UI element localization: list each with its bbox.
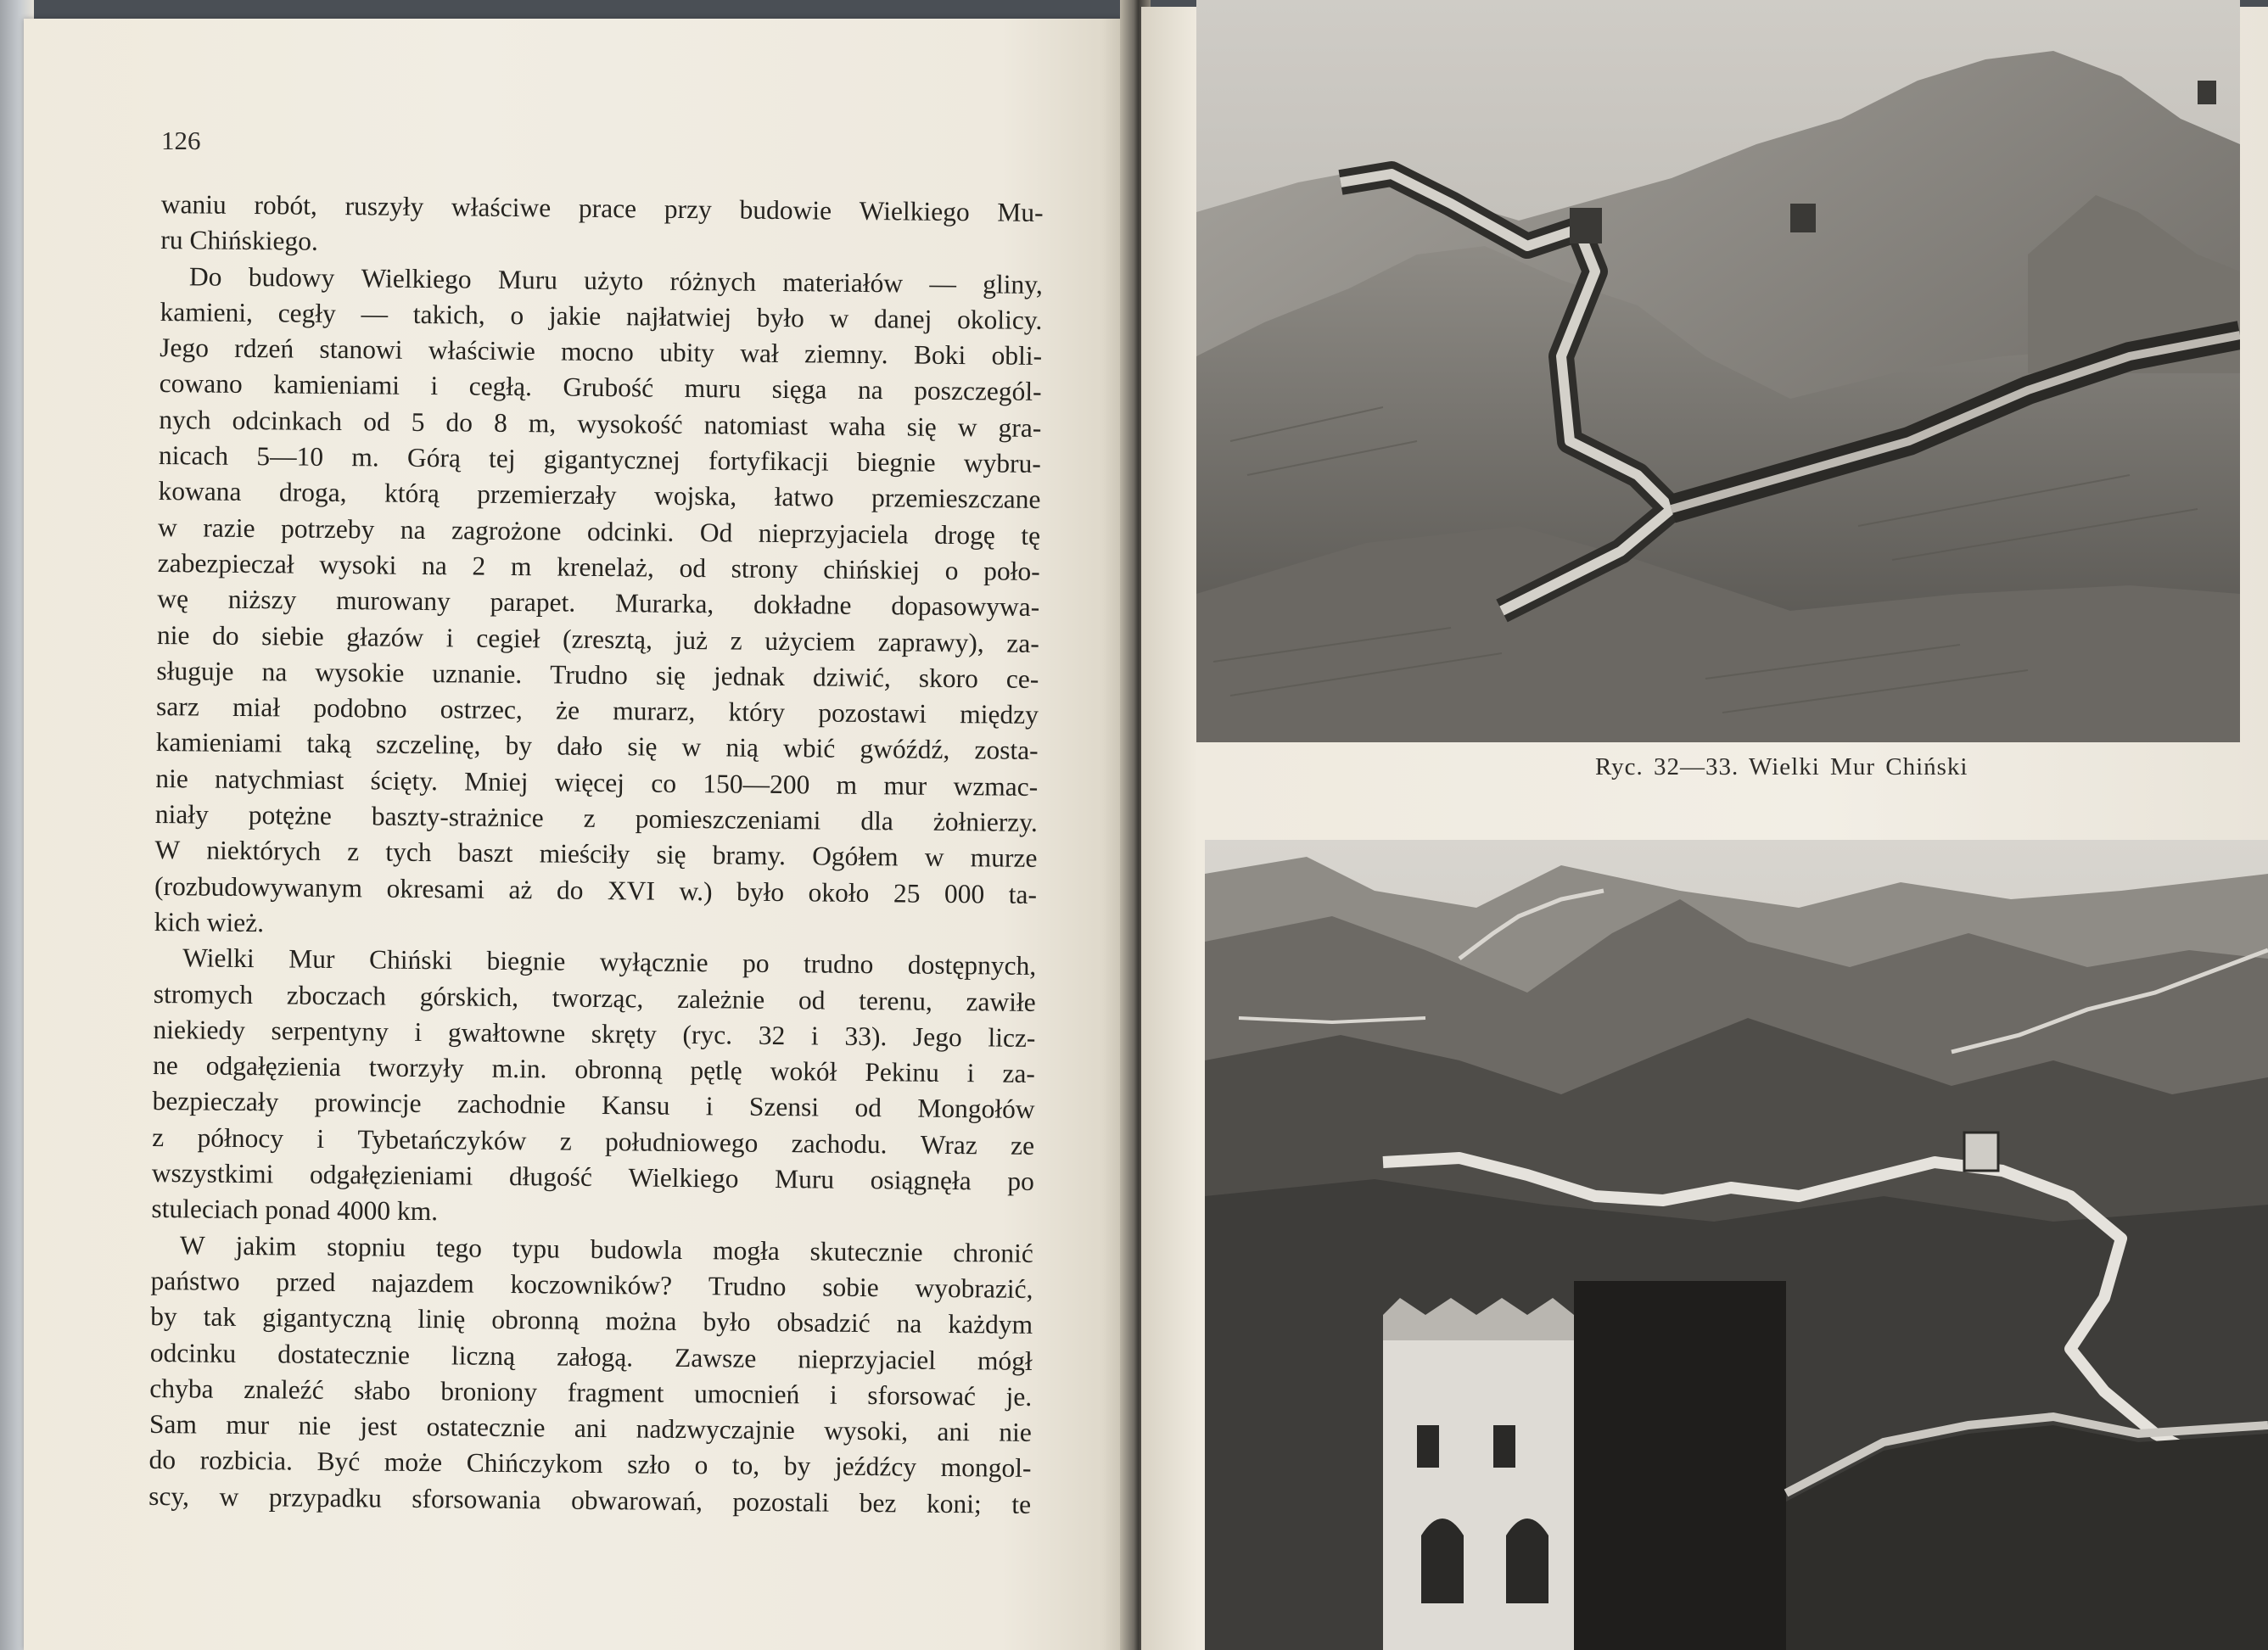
text-line: z północy i Tybetańczyków z południowego zachodu. Wraz ze (152, 1121, 1035, 1161)
text-line: nych odcinkach od 5 do 8 m, wysokość natomiast waha się w gra- (159, 404, 1042, 443)
photo-great-wall-top (1196, 0, 2240, 742)
text-line: ru Chińskiego. (160, 225, 319, 257)
text-line: stuleciach ponad 4000 km. (151, 1194, 439, 1227)
text-line: by tak gigantyczną linię obronną można było obsadzić na każdym (150, 1301, 1033, 1340)
text-line: do rozbicia. Być może Chińczykom szło o to, by jeźdźcy mongol- (148, 1445, 1032, 1484)
text-line: niały potężne baszty-strażnice z pomieszczeniami dla żołnierzy. (154, 799, 1039, 837)
text-line: kowana droga, którą przemierzały wojska, łatwo przemieszczane (158, 476, 1041, 515)
text-line: wę niższy murowany parapet. Murarka, dokładne dopasowywa- (157, 584, 1040, 623)
text-line: W jakim stopniu tego typu budowla mogła skutecznie chronić (179, 1229, 1034, 1268)
text-line: sarz miał podobno ostrzec, że murarz, który pozostawi między (155, 691, 1039, 730)
text-line: Do budowy Wielkiego Muru użyto różnych materiałów — gliny, (188, 260, 1044, 299)
photo-great-wall-bottom (1205, 840, 2268, 1650)
text-line: bezpieczały prowincje zachodnie Kansu i Szensi od Mongołów (152, 1086, 1035, 1125)
text-line: niekiedy serpentyny i gwałtowne skręty (ryc. 32 i 33). Jego licz- (153, 1014, 1036, 1053)
text-line: kamieni, cegły — takich, o jakie najłatwiej było w danej okolicy. (160, 296, 1043, 335)
text-line: W niektórych z tych baszt mieściły się bramy. Ogółem w murze (154, 835, 1038, 874)
text-line: w razie potrzeby na zagrożone odcinki. Od nieprzyjaciela drogę tę (157, 512, 1041, 551)
text-line: odcinku dostatecznie liczną załogą. Zawsze nieprzyjaciel mógł (149, 1337, 1033, 1376)
text-line: nicach 5—10 m. Górą tej gigantycznej fortyfikacji biegnie wybru- (158, 440, 1042, 479)
text-line: ne odgałęzienia tworzyły m.in. obronną pętlę wokół Pekinu i za- (152, 1050, 1036, 1089)
text-line: Wielki Mur Chiński biegnie wyłącznie po trudno dostępnych, (182, 942, 1037, 982)
text-line: nie do siebie głazów i cegieł (zresztą, już z użyciem zaprawy), za- (156, 619, 1039, 658)
text-line: nie natychmiast ścięty. Mniej więcej co 150—200 m mur wzmac- (155, 763, 1039, 802)
text-line: sługuje na wysokie uznanie. Trudno się jednak dziwić, skoro ce- (156, 655, 1039, 694)
text-line: Sam mur nie jest ostatecznie ani nadzwyczajnie wysoki, ani nie (148, 1409, 1033, 1448)
page-number: 126 (161, 126, 201, 155)
text-line: kich wież. (154, 906, 265, 938)
text-line: scy, w przypadku sforsowania obwarowań, pozostali bez koni; te (148, 1480, 1032, 1519)
text-line: kamieniami taką szczelinę, by dało się w nią wbić gwóźdź, zosta- (155, 727, 1039, 766)
body-text (148, 187, 1044, 1523)
text-line: cowano kamieniami i cegłą. Grubość muru sięga na poszczegól- (159, 368, 1042, 407)
text-line: wszystkimi odgałęzieniami długość Wielkiego Muru osiągnęła po (151, 1157, 1034, 1196)
text-line: państwo przed najazdem koczowników? Trudno sobie wyobrazić, (150, 1265, 1033, 1304)
text-line: Jego rdzeń stanowi właściwie mocno ubity wał ziemny. Boki obli- (160, 333, 1043, 372)
text-line: stromych zboczach górskich, tworząc, zależnie od terenu, zawiłe (153, 978, 1036, 1017)
text-line: chyba znaleźć słabo broniony fragment umocnień i sforsować je. (149, 1373, 1033, 1412)
text-line: zabezpieczał wysoki na 2 m krenelaż, od strony chińskiej o poło- (157, 547, 1040, 586)
text-line: (rozbudowywanym okresami aż do XVI w.) było około 25 000 ta- (154, 870, 1038, 909)
figure-caption: Ryc. 32—33. Wielki Mur Chiński (1595, 753, 1968, 780)
text-line: waniu robót, ruszyły właściwe prace przy budowie Wielkiego Mu- (160, 188, 1044, 227)
